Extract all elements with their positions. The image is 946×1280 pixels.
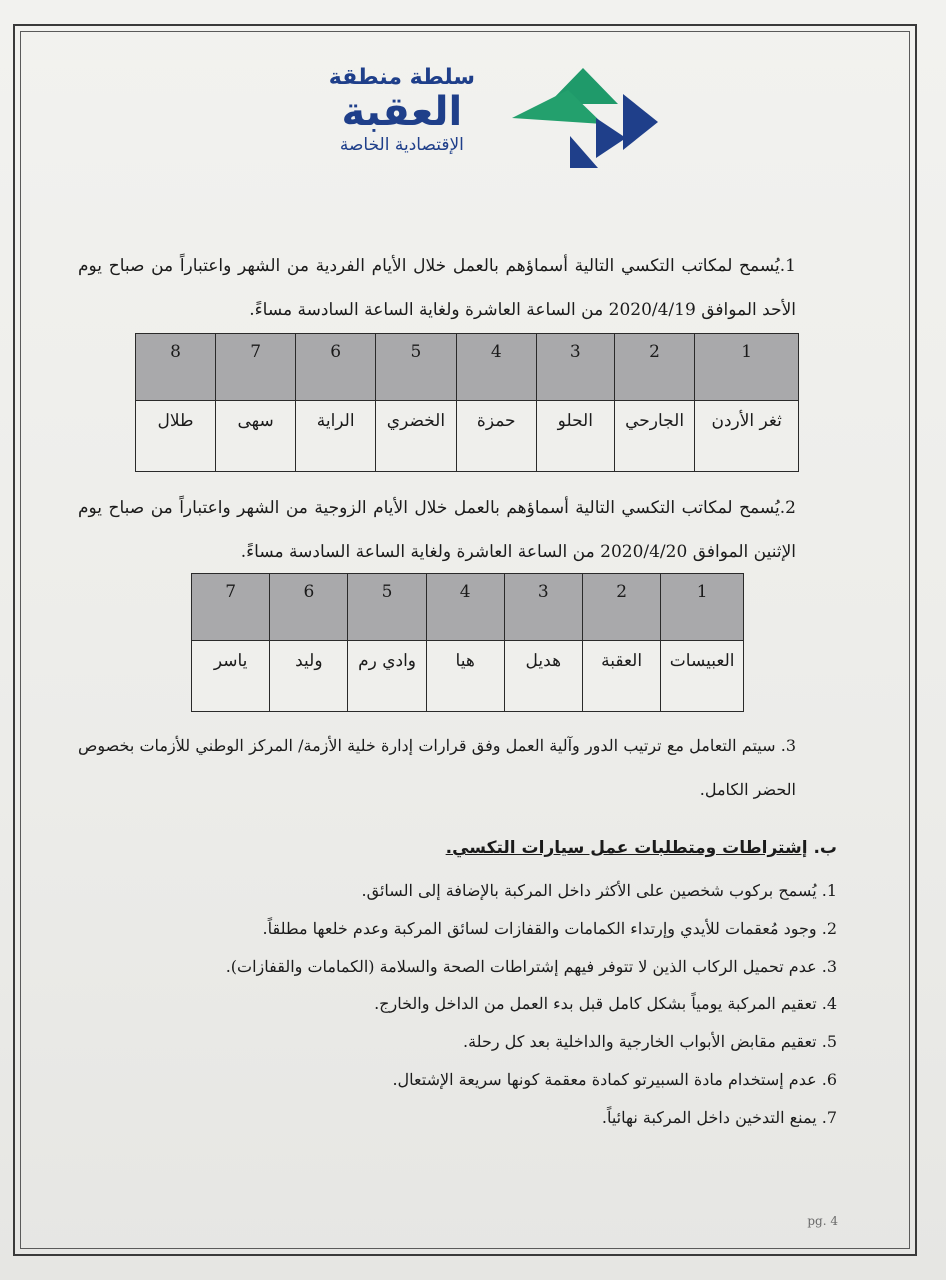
even-days-number-row — [192, 574, 744, 641]
list-item: 4. تعقيم المركبة يومياً بشكل كامل قبل بدء العمل من الداخل والخارج. — [374, 994, 837, 1014]
table-cell: 3 — [536, 334, 614, 401]
list-item: 7. يمنع التدخين داخل المركبة نهائياً. — [601, 1107, 837, 1127]
table-cell: ثغر الأردن — [695, 401, 799, 472]
logo-line-1: سلطة منطقة — [328, 65, 475, 90]
table-cell: 7 — [192, 574, 270, 641]
section-1-text: 1.يُسمح لمكاتب التكسي التالية أسماؤهم بالعمل خلال الأيام الفردية من الشهر واعتباراً من صباح يوم الأحد الموافق 2020/4/19 من الساعة العاشرة ولغاية الساعة السادسة مساءً. — [78, 256, 796, 320]
list-item: 2. وجود مُعقمات للأيدي وإرتداء الكمامات والقفازات لسائق المركبة وعدم خلعها مطلقاً. — [262, 918, 837, 938]
odd-days-table — [135, 333, 799, 472]
requirements-prefix: ب. — [813, 838, 837, 858]
table-cell: حمزة — [456, 401, 536, 472]
requirements-heading — [446, 838, 837, 858]
logo-line-3: الإقتصادية الخاصة — [339, 135, 464, 155]
even-days-table — [191, 573, 744, 712]
logo-text — [329, 66, 475, 156]
table-cell: الخضري — [376, 401, 457, 472]
table-cell: الجارحي — [614, 401, 695, 472]
page-number: pg. 4 — [807, 1214, 838, 1228]
logo-blue-mid — [596, 118, 626, 158]
table-cell: 1 — [661, 574, 744, 641]
table-cell: 2 — [582, 574, 660, 641]
table-cell: 5 — [348, 574, 426, 641]
table-cell: الراية — [296, 401, 376, 472]
logo — [270, 66, 670, 182]
table-cell: الحلو — [536, 401, 614, 472]
table-cell: 4 — [426, 574, 504, 641]
table-cell: 1 — [695, 334, 799, 401]
logo-line-2: العقبة — [341, 89, 463, 135]
section-2-text: 2.يُسمح لمكاتب التكسي التالية أسماؤهم بالعمل خلال الأيام الزوجية من الشهر واعتباراً من صباح يوم الإثنين الموافق 2020/4/20 من الساعة العاشرة ولغاية الساعة السادسة مساءً. — [78, 498, 796, 562]
table-cell: 6 — [296, 334, 376, 401]
table-cell: وليد — [270, 641, 348, 712]
table-cell: وادي رم — [348, 641, 426, 712]
requirements-title: إشتراطات ومتطلبات عمل سيارات التكسي. — [445, 838, 808, 858]
logo-blue-bottom — [570, 136, 598, 168]
table-cell: العقبة — [582, 641, 660, 712]
table-cell: طلال — [136, 401, 216, 472]
table-cell: 6 — [270, 574, 348, 641]
logo-mark-icon — [508, 66, 668, 171]
section-3-text: 3. سيتم التعامل مع ترتيب الدور وآلية العمل وفق قرارات إدارة خلية الأزمة/ المركز الوطني للأزمات بخصوص الحضر الكامل. — [78, 736, 796, 799]
table-cell: 5 — [376, 334, 457, 401]
table-cell: هيا — [426, 641, 504, 712]
list-item: 6. عدم إستخدام مادة السبيرتو كمادة معقمة كونها سريعة الإشتعال. — [392, 1069, 837, 1089]
table-cell: 2 — [614, 334, 695, 401]
odd-days-number-row — [136, 334, 799, 401]
table-cell: العبيسات — [661, 641, 744, 712]
table-cell: 8 — [136, 334, 216, 401]
requirements-list — [226, 872, 837, 1137]
odd-days-name-row — [136, 401, 799, 472]
table-cell: 4 — [456, 334, 536, 401]
table-cell: 3 — [504, 574, 582, 641]
even-days-name-row — [192, 641, 744, 712]
list-item: 5. تعقيم مقابض الأبواب الخارجية والداخلية بعد كل رحلة. — [462, 1032, 837, 1052]
list-item: 3. عدم تحميل الركاب الذين لا تتوفر فيهم إشتراطات الصحة والسلامة (الكمامات والقفازات). — [225, 956, 837, 976]
logo-blue-right — [623, 94, 658, 150]
table-cell: هديل — [504, 641, 582, 712]
table-cell: ياسر — [192, 641, 270, 712]
table-cell: 7 — [216, 334, 296, 401]
table-cell: سهى — [216, 401, 296, 472]
list-item: 1. يُسمح بركوب شخصين على الأكثر داخل المركبة بالإضافة إلى السائق. — [361, 881, 837, 900]
